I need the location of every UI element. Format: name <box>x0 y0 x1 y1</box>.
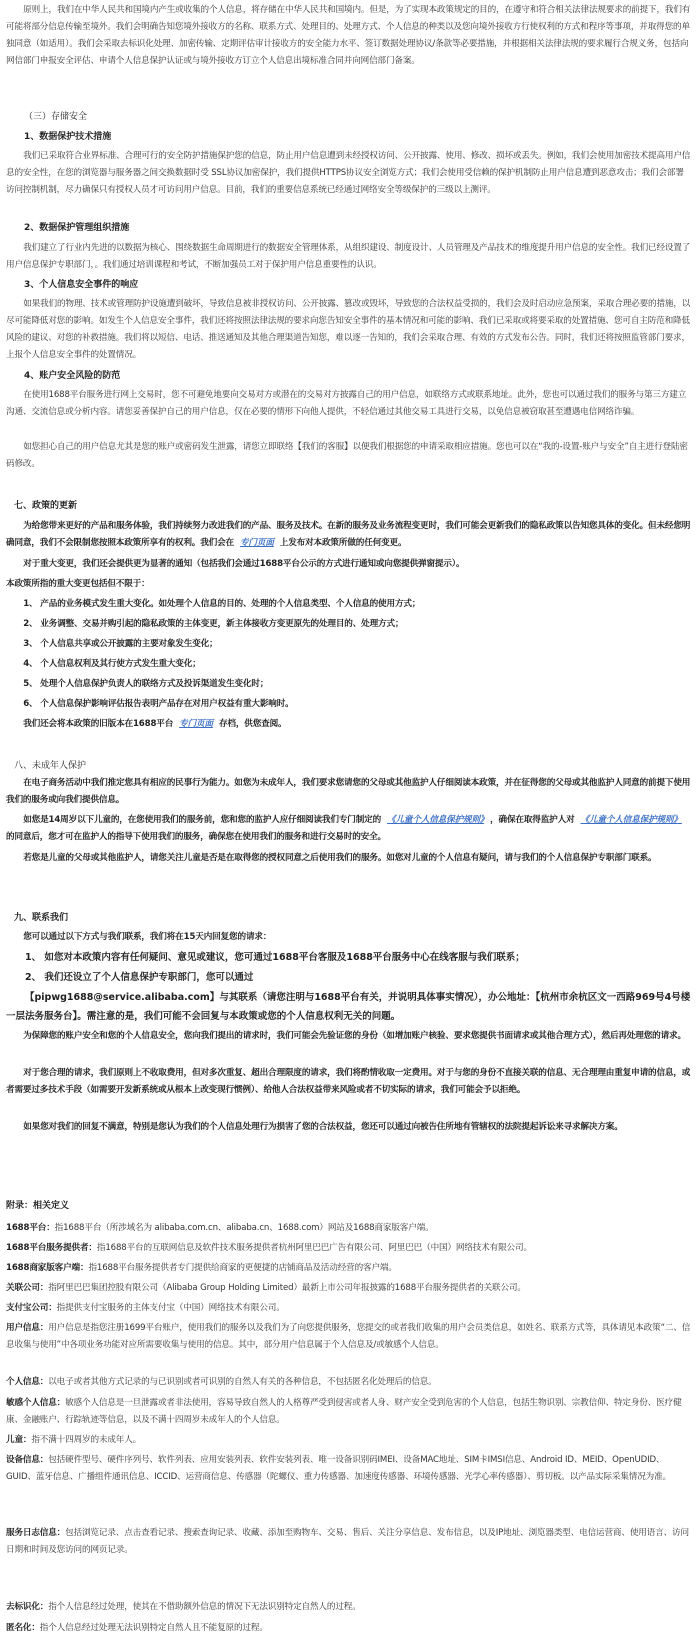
definition-item <box>0 1452 700 1486</box>
definition-item <box>0 1374 700 1391</box>
account-password-paragraph: 如您担心自己的用户信息尤其是您的账户或密码发生泄露，请您立即联络【我们的客服】以便我们根据您的申请采取相应措施。您也可以在“我的-设置-账户与安全”自主进行登陆密码修改。 <box>6 442 688 469</box>
definition-text: 指不满十四周岁的未成年人。 <box>31 1435 142 1445</box>
major-change-item: 6、 个人信息保护影响评估报告表明产品存在对用户权益有重大影响时。 <box>23 699 294 709</box>
archive-page-link[interactable]: 专门页面 <box>179 719 213 729</box>
definition-text: 指1688平台服务提供者专门提供给商家的更便捷的店铺商品及活动经营的客户端。 <box>88 1263 397 1273</box>
contact-note-text: 需注意的是，我们可能不会回复与本政策或您的个人信息权利无关的问题。 <box>86 1011 401 1022</box>
complaint-paragraph: 如果您对我们的回复不满意，特别是您认为我们的个人信息处理行为损害了您的合法权益，您还可以通过向被告住所地有管辖权的法院提起诉讼来寻求解决方案。 <box>23 1122 623 1132</box>
policy-update-text: 为给您带来更好的产品和服务体验，我们持续努力改进我们的产品、服务及技术。在新的服务及业务流程变更时，我们可能会更新我们的隐私政策以告知您具体的变化。但未经您明确同意，我们不会限制您按照本政策所享有的权利。我们会在 <box>6 521 691 548</box>
request-fees-paragraph: 对于您合理的请求，我们原则上不收取费用，但对多次重复、超出合理限度的请求，我们将酌情收取一定费用。对于与您的身份不直接关联的信息、无合理理由重复申请的信息，或者需要过多技术手段（如需要开发新系统或从根本上改变现行惯例）、给他人合法权益带来风险或者不切实际的请求，我们可能会予以拒绝。 <box>6 1068 691 1095</box>
definition-term: 个人信息： <box>6 1377 49 1387</box>
major-change-item: 5、 处理个人信息保护负责人的联络方式及投诉渠道发生变化时； <box>23 679 269 689</box>
definition-item <box>0 1620 700 1637</box>
major-change-item: 3、 个人信息共享或公开披露的主要对象发生变化； <box>23 639 218 649</box>
definition-text: 指个人信息经过处理无法识别特定自然人且不能复原的过程。 <box>39 1623 268 1633</box>
heading-org-measures: 2、数据保护管理组织措施 <box>24 223 130 233</box>
incident-response-paragraph: 如果我们的物理、技术或管理防护设施遭到破坏，导致信息被非授权访问、公开披露、篡改或毁坏，导致您的合法权益受损的，我们会及时启动应急预案，采取合理必要的措施，以尽可能降低对您的影响。如发生个人信息安全事件，我们还将按照法律法规的要求向您告知安全事件的基本情况和可能的影响、我们已采取或将要采取的处置措施、您可自主防范和降低风险的建议、对您的补救措施。我们将以短信、电话、推送通知及其他合理渠道告知您，难以逐一告知的，我们会采取合理、有效的方式发布公告。同时，我们还将按照监管部门要求，上报个人信息安全事件的处置情况。 <box>6 299 691 360</box>
definition-term: 支付宝公司： <box>6 1303 57 1313</box>
children-text: 如您是14周岁以下儿童的，在您使用我们的服务前，您和您的监护人应仔细阅读我们专门制定的 <box>23 815 382 825</box>
definition-term: 敏感个人信息： <box>6 1398 66 1408</box>
minors-paragraph: 在电子商务活动中我们推定您具有相应的民事行为能力。如您为未成年人，我们要求您请您的父母或其他监护人仔细阅读本政策，并在征得您的父母或其他监护人同意的前提下使用我们的服务或向我们提供信息。 <box>6 778 691 805</box>
definition-text: 以电子或者其他方式记录的与已识别或者可识别的自然人有关的各种信息，不包括匿名化处理后的信息。 <box>48 1377 437 1387</box>
definition-item <box>0 1599 700 1616</box>
definition-text: 指阿里巴巴集团控股有限公司（Alibaba Group Holding Limited）最新上市公司年报披露的1688平台服务提供者的关联公司。 <box>48 1283 526 1293</box>
definition-text: 指提供支付宝服务的主体支付宝（中国）网络技术有限公司。 <box>56 1303 285 1313</box>
definition-item <box>0 1432 700 1449</box>
section-storage-title: （三）存储安全 <box>24 112 88 122</box>
contact-item-1: 1、 如您对本政策内容有任何疑问、意见或建议，您可通过1688平台客服及1688平台服务中心在线客服与我们联系； <box>25 952 525 963</box>
major-change-paragraph: 对于重大变更，我们还会提供更为显著的通知（包括我们会通过1688平台公示的方式进行通知或向您提供弹窗提示）。 <box>23 559 465 569</box>
identity-verification-paragraph: 为保障您的账户安全和您的个人信息安全，您向我们提出的请求时，我们可能会先验证您的身份（如增加账户核验、要求您提供书面请求或其他合理方式），然后再处理您的请求。 <box>23 1031 686 1041</box>
archive-paragraph <box>0 716 700 733</box>
definition-item <box>0 1300 700 1317</box>
children-text-end: 的同意后，您才可在监护人的指导下使用我们的服务，确保您在使用我们的服务和进行交易时的安全。 <box>6 832 386 842</box>
guardian-paragraph: 若您是儿童的父母或其他监护人，请您关注儿童是否是在取得您的授权同意之后使用我们的服务。如您对儿童的个人信息有疑问，请与我们的个人信息保护专职部门联系。 <box>23 853 657 863</box>
major-change-item: 1、 产品的业务模式发生重大变化。如处理个人信息的目的、处理的个人信息类型、个人信息的使用方式； <box>23 599 421 609</box>
cross-border-paragraph: 原则上，我们在中华人民共和国境内产生或收集的个人信息，将存储在中华人民共和国境内。但是，为了实现本政策规定的目的，在遵守和符合相关法律法规要求的前提下，我们有可能将部分信息传输至境外。我们会明确告知您境外接收方的名称、联系方式、处理目的、处理方式、个人信息的种类以及您向境外接收方行使权利的方式和程序等事项，并取得您的单独同意（如适用）。我们会采取去标识化处理、加密传输、定期评估审计接收方的安全能力水平、签订数据处理协议/条款等必要措施，并根据相关法律法规的要求履行合规义务，包括向网信部门申报安全评估、申请个人信息保护认证或与境外接收方订立个人信息出境标准合同并向网信部门备案。 <box>6 5 691 66</box>
archive-text-end: 存档，供您查阅。 <box>218 719 287 729</box>
definition-text: 敏感个人信息是一旦泄露或者非法使用，容易导致自然人的人格尊严受到侵害或者人身、财产安全受到危害的个人信息，包括生物识别、宗教信仰、特定身份、医疗健康、金融账户、行踪轨迹等信息，以及不满十四周岁未成年人的个人信息。 <box>6 1398 682 1425</box>
children-rules-link[interactable]: 《儿童个人信息保护规则》 <box>387 815 485 825</box>
definition-text: 指1688平台（所涉域名为 alibaba.com.cn、alibaba.cn、1688.com）网站及1688商家版客户端。 <box>54 1223 434 1233</box>
definition-term: 服务日志信息： <box>6 1528 66 1538</box>
org-measures-paragraph: 我们建立了行业内先进的以数据为核心、围绕数据生命周期进行的数据安全管理体系，从组织建设、制度设计、人员管理及产品技术的维度提升用户信息的安全性。我们已经设置了用户信息保护专职部门，。我们通过培训课程和考试，不断加强员工对于保护用户信息重要性的认识。 <box>6 243 691 270</box>
definition-item <box>0 1280 700 1297</box>
definition-term: 1688平台： <box>6 1223 55 1233</box>
dedicated-page-link[interactable]: 专门页面 <box>239 538 274 548</box>
contact-item-2: 2、 我们还设立了个人信息保护专职部门，您可以通过 <box>25 972 254 983</box>
definition-term: 去标识化： <box>6 1602 49 1612</box>
definition-term: 关联公司： <box>6 1283 49 1293</box>
contact-email-paragraph <box>0 988 700 1026</box>
major-change-intro: 本政策所指的重大变更包括但不限于： <box>6 579 150 589</box>
archive-text: 我们还会将本政策的旧版本在1688平台 <box>23 719 174 729</box>
children-rules-link-2[interactable]: 《儿童个人信息保护规则》 <box>580 815 682 825</box>
definition-item <box>0 1320 700 1354</box>
appendix-title: 附录：相关定义 <box>6 1201 70 1211</box>
definition-text: 包括浏览记录、点击查看记录、搜索查询记录、收藏、添加至购物车、交易、售后、关注分享信息、发布信息，以及IP地址、浏览器类型、电信运营商、使用语言、访问日期和时间及您访问的网页记录。 <box>6 1528 689 1555</box>
definition-term: 1688商家版客户端： <box>6 1263 89 1273</box>
policy-update-text-end: 上发布对本政策所做的任何变更。 <box>279 538 407 548</box>
definition-term: 1688平台服务提供者： <box>6 1243 97 1253</box>
definition-text: 用户信息是指您注册1699平台账户，使用我们的服务以及我们为了向您提供服务，您提交的或者我们收集的用户会员类信息，如姓名、联系方式等，具体请见本政策“二、信息收集与使用”中各项业务功能对应所需要收集与使用的信息。其中，部分用户信息属于个人信息及/或敏感个人信息。 <box>6 1323 691 1350</box>
definition-text: 包括硬件型号、硬件序列号、软件列表、应用安装列表、软件安装列表、唯一设备识别码IMEI、设备MAC地址、SIM卡IMSI信息、Android ID、MEID、OpenUDID、GUID、蓝牙信息、广播组件通讯信息、ICCID、运营商信息、传感器（陀螺仪、重力传感器、加速度传感器、环境传感器、光学心率传感器）、剪切板。以产品实际采集情况为准。 <box>6 1455 671 1482</box>
definition-term: 匿名化： <box>6 1623 40 1633</box>
contact-address-text: 与其联系（请您注明与1688平台有关，并说明具体事实情况），办公地址：【杭州市余杭区文一西路969号4号楼一层法务服务台】。 <box>6 992 691 1022</box>
definition-text: 指个人信息经过处理，使其在不借助额外信息的情况下无法识别特定自然人的过程。 <box>48 1602 361 1612</box>
definition-term: 儿童： <box>6 1435 32 1445</box>
definition-item <box>0 1260 700 1277</box>
contact-email[interactable]: 【pipwg1688@service.alibaba.com】 <box>25 992 220 1003</box>
section-policy-update-title: 七、政策的更新 <box>14 501 78 511</box>
definition-text: 指1688平台的互联网信息及软件技术服务提供者杭州阿里巴巴广告有限公司、阿里巴巴（中国）网络技术有限公司。 <box>96 1243 532 1253</box>
section-contact-title: 九、联系我们 <box>14 913 69 923</box>
definition-item <box>0 1395 700 1429</box>
children-text-mid: ，确保在取得监护人对 <box>490 815 575 825</box>
major-change-item: 2、 业务调整、交易并购引起的隐私政策的主体变更，新主体接收方变更原先的处理目的、处理方式； <box>23 619 404 629</box>
definition-item <box>0 1220 700 1237</box>
definition-term: 设备信息： <box>6 1455 49 1465</box>
contact-intro: 您可以通过以下方式与我们联系，我们将在15天内回复您的请求： <box>23 932 272 942</box>
major-change-item: 4、 个人信息权利及其行使方式发生重大变化； <box>23 659 201 669</box>
definition-item <box>0 1240 700 1257</box>
heading-tech-measures: 1、数据保护技术措施 <box>24 132 112 142</box>
heading-account-risk: 4、账户安全风险的防范 <box>24 371 121 381</box>
policy-update-paragraph <box>0 518 700 552</box>
definition-term: 用户信息： <box>6 1323 49 1333</box>
account-risk-paragraph: 在使用1688平台服务进行网上交易时，您不可避免地要向交易对方或潜在的交易对方披露自己的用户信息，如联络方式或联系地址。此外，您也可以通过我们的服务与第三方建立沟通、交流信息或分析内容。请您妥善保护自己的用户信息，仅在必要的情形下向他人提供，不轻信通过其他交易工具进行交易，以免信息被窃取甚至遭遇电信网络诈骗。 <box>6 390 687 417</box>
heading-incident-response: 3、个人信息安全事件的响应 <box>24 280 139 290</box>
children-paragraph <box>0 812 700 846</box>
section-minors-title: 八、未成年人保护 <box>14 761 87 771</box>
tech-measures-paragraph: 我们已采取符合业界标准、合理可行的安全防护措施保护您的信息，防止用户信息遭到未经授权访问、公开披露、使用、修改、损坏或丢失。例如，我们会使用加密技术提高用户信息的安全性，在您的浏览器与服务器之间交换数据时受 SSL协议加密保护，我们提供HTTPS协议安全浏览方式；我们会使用受信赖的保护机制防止用户信息遭到恶意攻击；我们会部署访问控制机制，尽力确保只有授权人员才可访问用户信息。目前，我们的重要信息系统已经通过网络安全等级保护的三级以上测评。 <box>6 151 691 195</box>
definition-item <box>0 1525 700 1559</box>
